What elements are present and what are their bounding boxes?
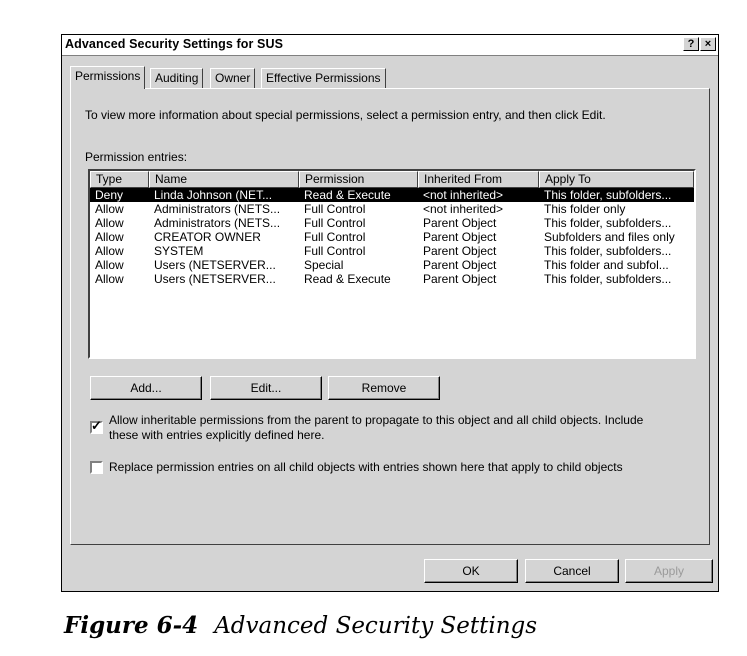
tab-auditing[interactable]: Auditing — [150, 68, 203, 88]
cell-type: Allow — [95, 272, 124, 286]
cell-permission: Full Control — [304, 244, 366, 258]
list-header — [90, 171, 694, 188]
cell-permission: Full Control — [304, 202, 366, 216]
help-button[interactable]: ? — [683, 37, 699, 51]
tab-permissions[interactable]: Permissions — [70, 66, 145, 89]
figure-caption — [64, 612, 537, 639]
cell-apply-to: This folder, subfolders... — [544, 216, 672, 230]
ok-button[interactable]: OK — [424, 559, 518, 583]
figure-number: Figure 6-4 — [64, 612, 199, 639]
cell-inherited-from: Parent Object — [423, 230, 497, 244]
cell-name: Administrators (NETS... — [154, 202, 281, 216]
column-type[interactable]: Type — [90, 171, 149, 188]
cell-apply-to: This folder, subfolders... — [544, 272, 672, 286]
cell-inherited-from: Parent Object — [423, 272, 497, 286]
permissions-panel — [70, 88, 710, 545]
cell-permission: Full Control — [304, 216, 366, 230]
title-bar[interactable] — [62, 35, 718, 56]
table-row[interactable] — [90, 272, 694, 286]
cell-apply-to: This folder only — [544, 202, 626, 216]
cell-name: SYSTEM — [154, 244, 204, 258]
close-button[interactable]: × — [700, 37, 716, 51]
cell-type: Allow — [95, 216, 124, 230]
cell-apply-to: This folder, subfolders... — [544, 188, 672, 202]
cell-apply-to: This folder, subfolders... — [544, 244, 672, 258]
cancel-button[interactable]: Cancel — [525, 559, 619, 583]
info-text: To view more information about special permissions, select a permission entry, and then click Edit. — [85, 108, 606, 122]
cell-type: Allow — [95, 258, 124, 272]
cell-name: CREATOR OWNER — [154, 230, 261, 244]
cell-permission: Read & Execute — [304, 188, 391, 202]
cell-apply-to: This folder and subfol... — [544, 258, 669, 272]
replace-permissions-label: Replace permission entries on all child objects with entries shown here that apply to child objects — [109, 460, 623, 474]
figure-title: Advanced Security Settings — [214, 613, 538, 639]
column-name[interactable]: Name — [149, 171, 299, 188]
table-row[interactable] — [90, 230, 694, 244]
inherit-permissions-checkbox[interactable] — [90, 418, 103, 434]
cell-name: Administrators (NETS... — [154, 216, 281, 230]
tab-effective-permissions[interactable]: Effective Permissions — [261, 68, 386, 88]
cell-permission: Special — [304, 258, 344, 272]
cell-name: Users (NETSERVER... — [154, 258, 276, 272]
inherit-permissions-label — [109, 413, 643, 443]
cell-name: Linda Johnson (NET... — [154, 188, 273, 202]
cell-inherited-from: <not inherited> — [423, 188, 504, 202]
dialog-title: Advanced Security Settings for SUS — [65, 37, 284, 51]
table-row[interactable] — [90, 188, 694, 202]
table-row[interactable] — [90, 244, 694, 258]
permission-entries-label: Permission entries: — [85, 150, 188, 164]
cell-apply-to: Subfolders and files only — [544, 230, 675, 244]
cell-inherited-from: Parent Object — [423, 258, 497, 272]
permission-entries-list[interactable] — [88, 169, 696, 359]
cell-permission: Read & Execute — [304, 272, 391, 286]
table-row[interactable] — [90, 258, 694, 272]
inherit-label-line2: these with entries explicitly defined here. — [109, 428, 325, 442]
advanced-security-dialog — [61, 34, 719, 592]
edit-button[interactable]: Edit... — [210, 376, 322, 400]
cell-type: Allow — [95, 202, 124, 216]
cell-inherited-from: Parent Object — [423, 216, 497, 230]
cell-type: Allow — [95, 230, 124, 244]
add-button[interactable]: Add... — [90, 376, 202, 400]
cell-type: Deny — [95, 188, 124, 202]
replace-permissions-checkbox[interactable] — [90, 461, 103, 474]
cell-inherited-from: Parent Object — [423, 244, 497, 258]
table-row[interactable] — [90, 202, 694, 216]
apply-button[interactable]: Apply — [625, 559, 713, 583]
remove-button[interactable]: Remove — [328, 376, 440, 400]
cell-permission: Full Control — [304, 230, 366, 244]
column-permission[interactable]: Permission — [299, 171, 418, 188]
column-inherited-from[interactable]: Inherited From — [418, 171, 539, 188]
cell-type: Allow — [95, 244, 124, 258]
cell-name: Users (NETSERVER... — [154, 272, 276, 286]
cell-inherited-from: <not inherited> — [423, 202, 504, 216]
inherit-label-line1: Allow inheritable permissions from the parent to propagate to this object and all child objects. Include — [109, 413, 644, 427]
table-row[interactable] — [90, 216, 694, 230]
tab-owner[interactable]: Owner — [210, 68, 255, 88]
checkmark-icon: ✓ — [91, 418, 102, 433]
column-apply-to[interactable]: Apply To — [539, 171, 694, 188]
